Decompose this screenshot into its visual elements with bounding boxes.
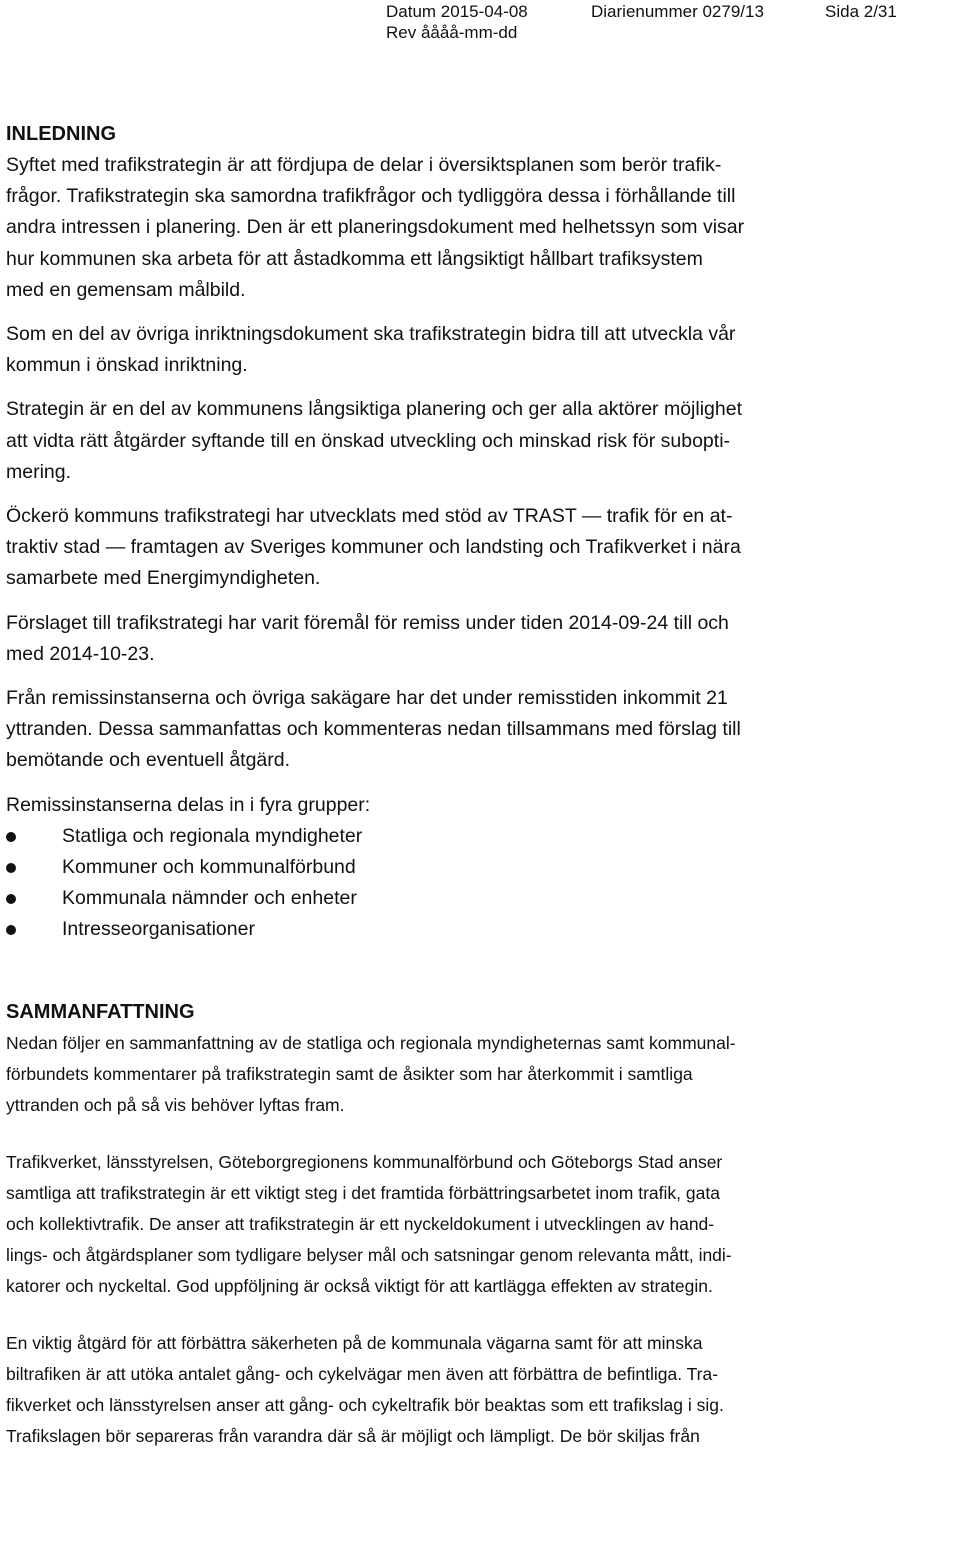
document-date: Datum 2015-04-08	[386, 2, 528, 21]
paragraph-trast: Öckerö kommuns trafikstrategi har utvecklats med stöd av TRAST — trafik för en at- traktiv stad — framtagen av Sveriges kommuner och landsting och Trafikverket i nära samarbete med Energimyndigheten.	[6, 505, 741, 590]
list-item	[6, 821, 956, 852]
bullet-icon	[6, 863, 16, 873]
section-inledning	[6, 120, 956, 946]
paragraph-remiss-period: Förslaget till trafikstrategi har varit föremål för remiss under tiden 2014-09-24 till och med 2014-10-23.	[6, 611, 729, 665]
paragraph-authorities: Trafikverket, länsstyrelsen, Göteborgregionens kommunalförbund och Göteborgs Stad anser samtliga att trafikstrategin är ett viktigt steg i det framtida förbättringsarbetet inom trafik, gata och kollektivtrafik. De anser att trafikstrategin är ett nyckeldokument i utvecklingen av hand- lings- och åtgärdsplaner som tydligare belyser mål och satsningar genom relevanta mått, indi- katorer och nyckeltal. God uppföljning är också viktigt för att kartlägga effekten av strategin.	[6, 1151, 732, 1296]
list-item-label: Kommuner och kommunalförbund	[62, 856, 356, 879]
paragraph-safety: En viktig åtgärd för att förbättra säkerheten på de kommunala vägarna samt för att minska biltrafiken är att utöka antalet gång- och cykelvägar men även att förbättra de befintliga. Tra- fikverket och länsstyrelsen anser att gång- och cykeltrafik bör beaktas som ett trafikslag i sig. Trafikslagen bör separeras från varandra där så är möjligt och lämpligt. De bör skiljas från	[6, 1332, 724, 1446]
list-item-label: Statliga och regionala myndigheter	[62, 824, 363, 847]
paragraph-purpose: Syftet med trafikstrategin är att fördjupa de delar i översiktsplanen som berör trafik- frågor. Trafikstrategin ska samordna trafikfrågor och tydliggöra dessa i förhållande till andra intressen i planering. Den är ett planeringsdokument med helhetssyn som visar hur kommunen ska arbeta för att åstadkomma ett långsiktigt hållbart trafiksystem med en gemensam målbild.	[6, 154, 745, 301]
list-item	[6, 883, 956, 914]
section-heading-sammanfattning: SAMMANFATTNING	[6, 1000, 195, 1023]
document-body	[6, 120, 956, 1452]
paragraph-strategy: Strategin är en del av kommunens långsiktiga planering och ger alla aktörer möjlighet att vidta rätt åtgärder syftande till en önskad utveckling och minskad risk för subopti- mering.	[6, 398, 742, 483]
section-sammanfattning	[6, 998, 956, 1452]
groups-list	[6, 821, 956, 946]
bullet-icon	[6, 894, 16, 904]
bullet-icon	[6, 832, 16, 842]
list-item	[6, 914, 956, 945]
bullet-icon	[6, 925, 16, 935]
page-number: Sida 2/31	[825, 2, 897, 21]
paragraph-direction: Som en del av övriga inriktningsdokument ska trafikstrategin bidra till att utveckla vår kommun i önskad inriktning.	[6, 323, 736, 377]
page-header	[0, 0, 960, 50]
list-item-label: Intresseorganisationer	[62, 918, 255, 941]
list-item-label: Kommunala nämnder och enheter	[62, 887, 357, 910]
paragraph-groups-intro: Remissinstanserna delas in i fyra grupper:	[6, 793, 371, 816]
diary-number: Diarienummer 0279/13	[591, 2, 764, 21]
list-item	[6, 852, 956, 883]
revision-date: Rev åååå-mm-dd	[386, 23, 518, 42]
paragraph-yttranden: Från remissinstanserna och övriga sakägare har det under remisstiden inkommit 21 yttranden. Dessa sammanfattas och kommenteras nedan tillsammans med förslag till bemötande och eventuell åtgärd.	[6, 687, 741, 772]
paragraph-summary-intro: Nedan följer en sammanfattning av de statliga och regionala myndigheternas samt kommunal- förbundets kommentarer på trafikstrategin samt de åsikter som har återkommit i samtliga yttranden och på så vis behöver lyftas fram.	[6, 1032, 736, 1115]
section-heading-inledning: INLEDNING	[6, 123, 116, 145]
